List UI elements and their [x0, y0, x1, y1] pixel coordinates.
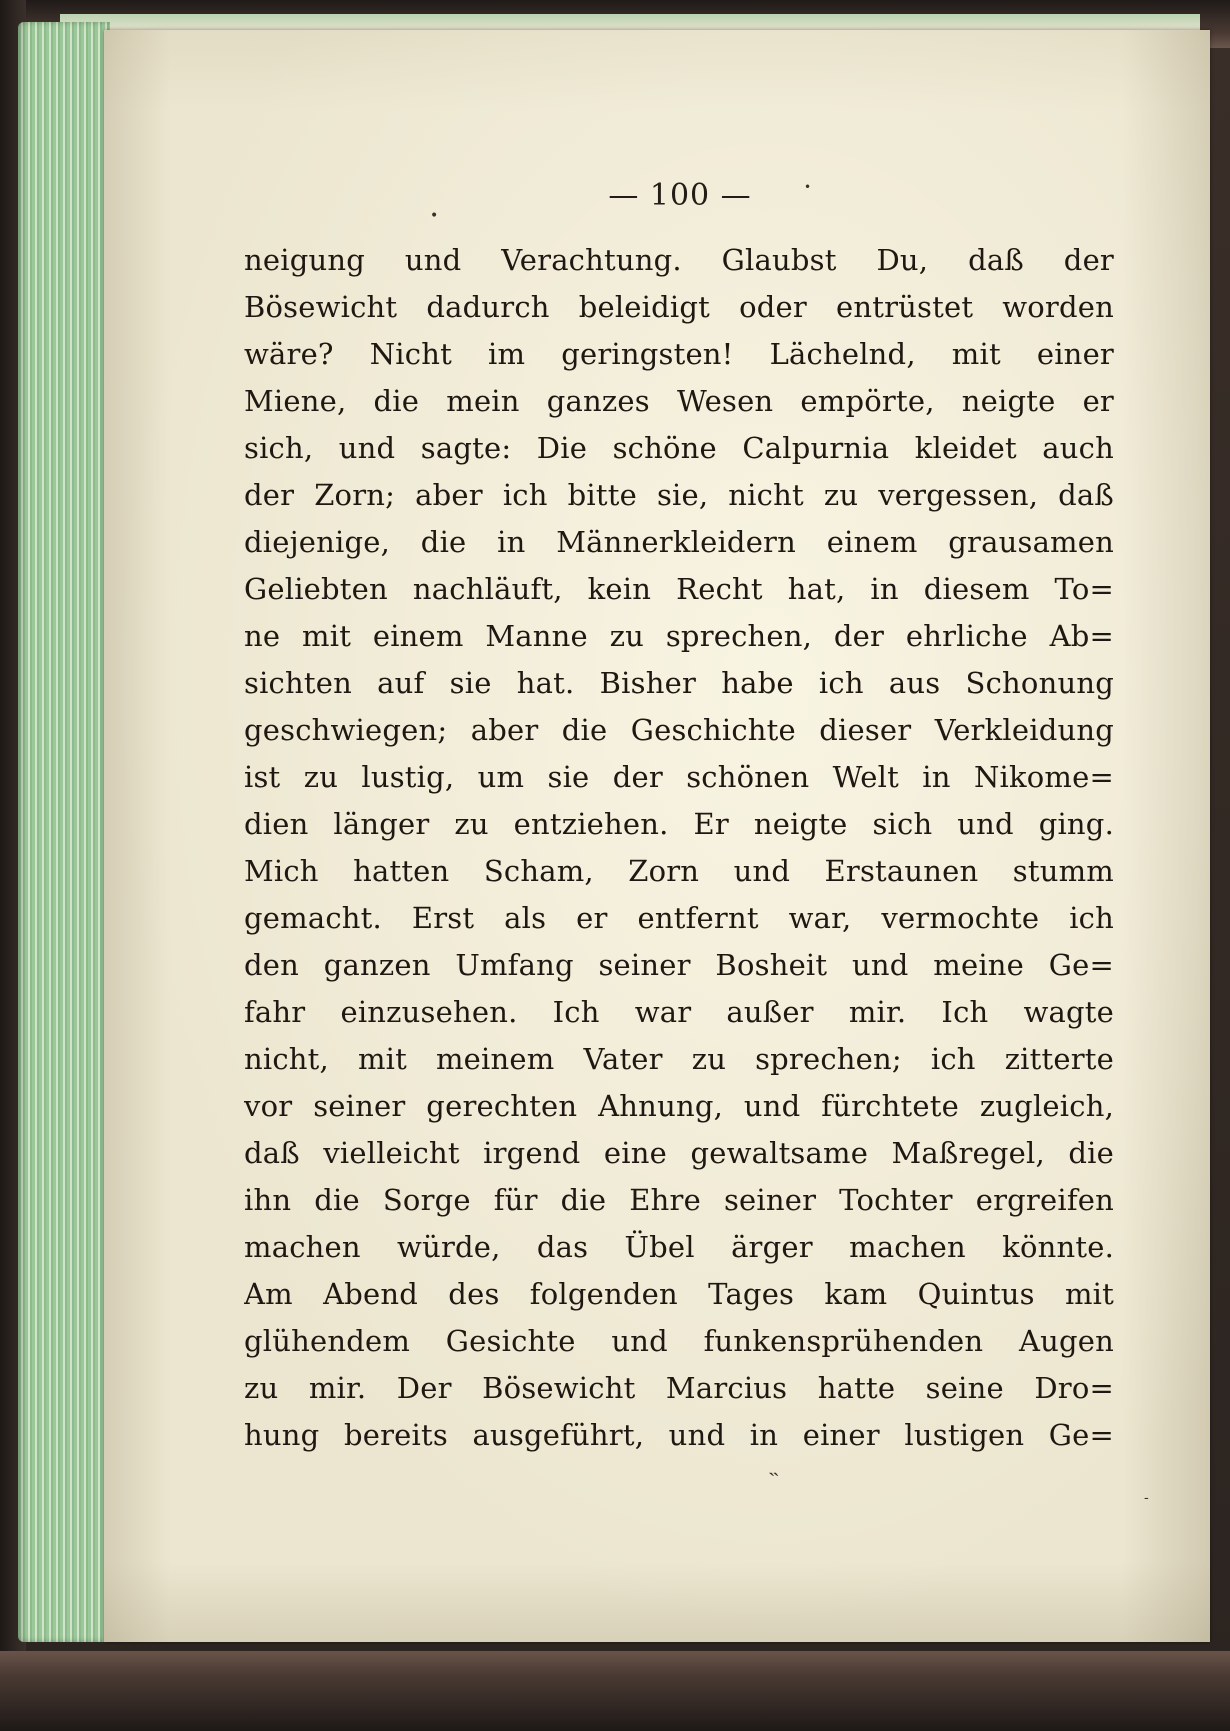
ink-speck: -: [1144, 1490, 1149, 1506]
text-line: machen würde, das Übel ärger machen könnte.: [244, 1230, 1114, 1264]
text-line: vor seiner gerechten Ahnung, und fürchtete zugleich,: [244, 1089, 1114, 1123]
text-line: dien länger zu entziehen. Er neigte sich und ging.: [244, 807, 1114, 841]
text-line: neigung und Verachtung. Glaubst Du, daß der: [244, 243, 1114, 277]
text-line: sichten auf sie hat. Bisher habe ich aus Schonung: [244, 666, 1114, 700]
text-line: hung bereits ausgeführt, und in einer lustigen Ge=: [244, 1418, 1114, 1452]
text-line: zu mir. Der Bösewicht Marcius hatte seine Dro=: [244, 1371, 1114, 1405]
text-line: glühendem Gesichte und funkensprühenden Augen: [244, 1324, 1114, 1358]
page-number: — 100 —: [608, 178, 752, 213]
text-line: fahr einzusehen. Ich war außer mir. Ich wagte: [244, 995, 1114, 1029]
text-line: ist zu lustig, um sie der schönen Welt in Nikome=: [244, 760, 1114, 794]
text-line: daß vielleicht irgend eine gewaltsame Maßregel, die: [244, 1136, 1114, 1170]
text-line: ihn die Sorge für die Ehre seiner Tochter ergreifen: [244, 1183, 1114, 1217]
text-line: gemacht. Erst als er entfernt war, vermochte ich: [244, 901, 1114, 935]
text-line: diejenige, die in Männerkleidern einem grausamen: [244, 525, 1114, 559]
text-line: wäre? Nicht im geringsten! Lächelnd, mit einer: [244, 337, 1114, 371]
ink-speck: ˵: [770, 1459, 778, 1484]
text-line: Am Abend des folgenden Tages kam Quintus mit: [244, 1277, 1114, 1311]
text-line: den ganzen Umfang seiner Bosheit und meine Ge=: [244, 948, 1114, 982]
ink-speck: •: [430, 208, 439, 224]
text-line: ne mit einem Manne zu sprechen, der ehrliche Ab=: [244, 619, 1114, 653]
text-line: Mich hatten Scham, Zorn und Erstaunen stumm: [244, 854, 1114, 888]
text-line: sich, und sagte: Die schöne Calpurnia kleidet auch: [244, 431, 1114, 465]
ink-speck: •: [804, 180, 812, 194]
text-line: Miene, die mein ganzes Wesen empörte, neigte er: [244, 384, 1114, 418]
text-line: der Zorn; aber ich bitte sie, nicht zu vergessen, daß: [244, 478, 1114, 512]
text-line: nicht, mit meinem Vater zu sprechen; ich zitterte: [244, 1042, 1114, 1076]
text-line: geschwiegen; aber die Geschichte dieser Verkleidung: [244, 713, 1114, 747]
text-line: Geliebten nachläuft, kein Recht hat, in diesem To=: [244, 572, 1114, 606]
book-cover-bottom-edge: [0, 1651, 1230, 1731]
green-page-edges: [18, 22, 110, 1642]
text-line: Bösewicht dadurch beleidigt oder entrüstet worden: [244, 290, 1114, 324]
